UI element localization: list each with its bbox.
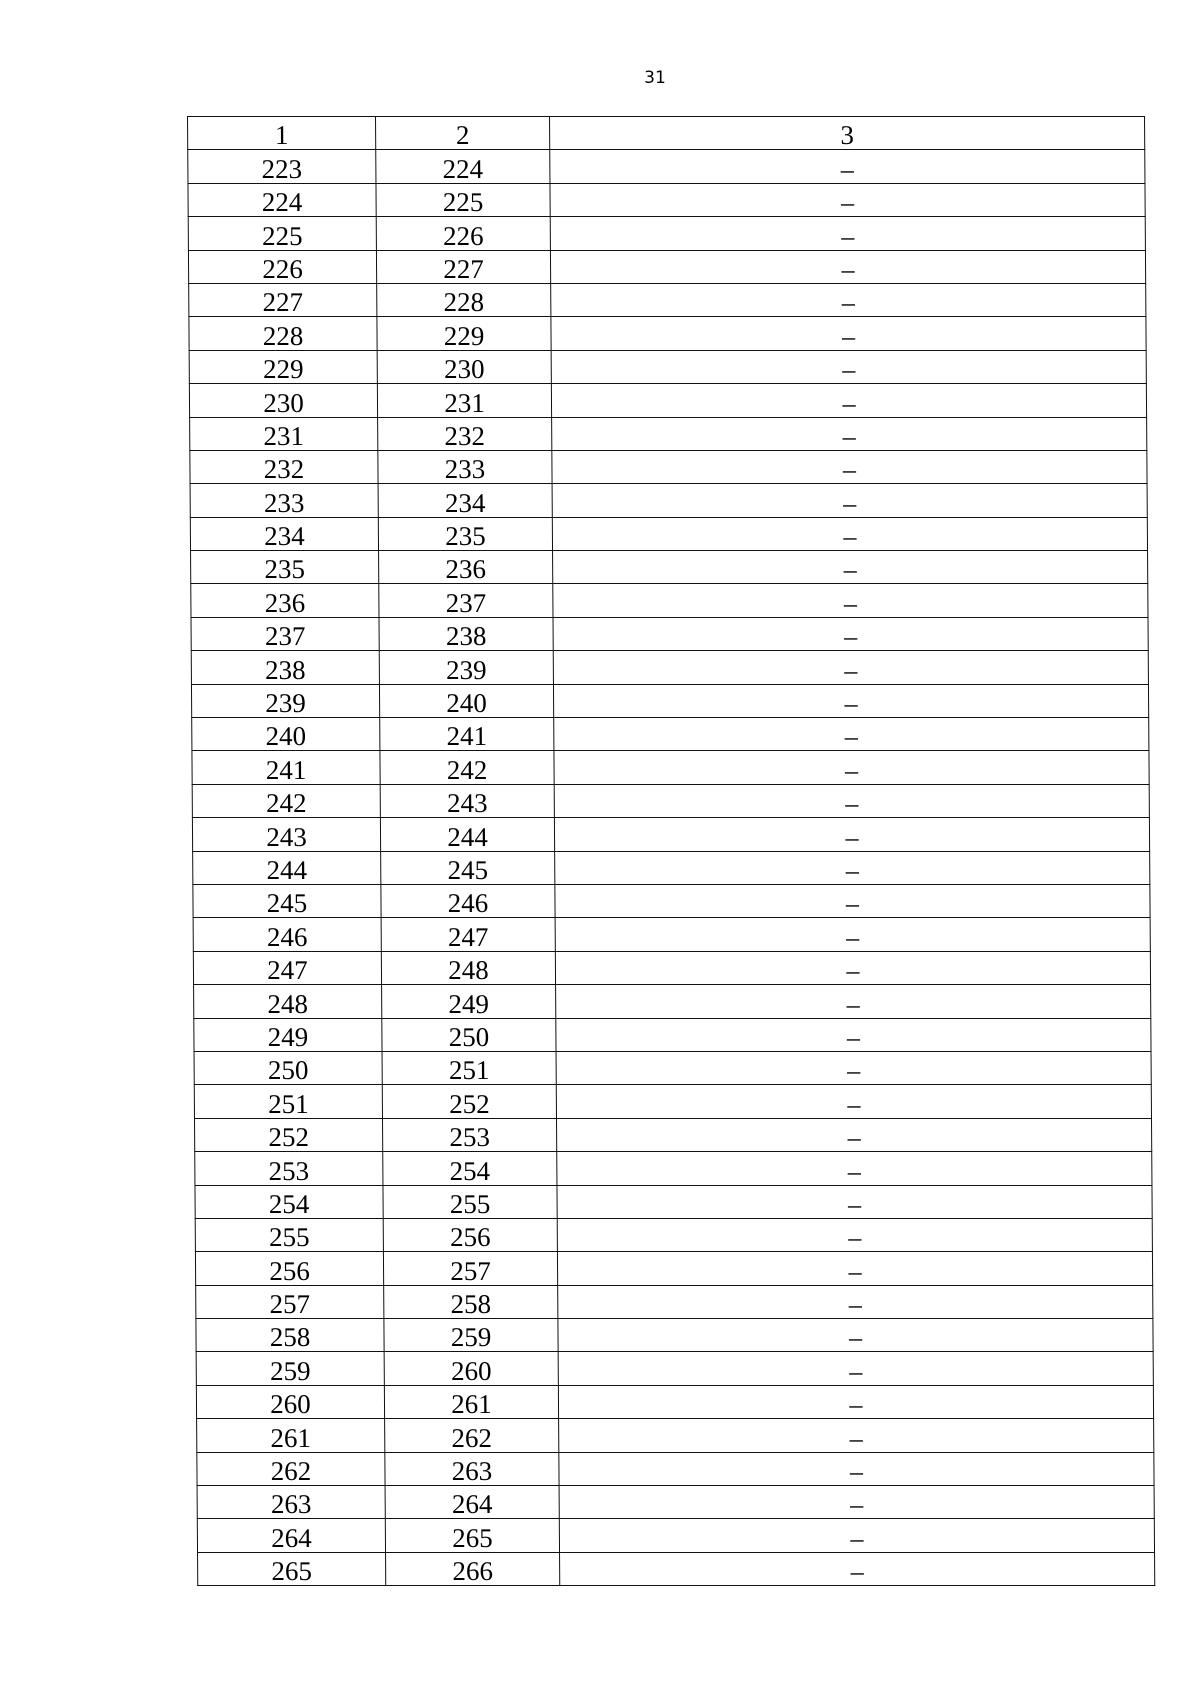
data-table	[187, 116, 1155, 1586]
dash-value: –	[847, 1123, 861, 1153]
dash-value: –	[849, 1423, 863, 1453]
cell-col-1: 263	[197, 1486, 385, 1519]
cell-col-3	[550, 217, 1145, 250]
cell-col-3	[554, 751, 1149, 784]
cell-col-1: 254	[195, 1185, 383, 1218]
table-row	[189, 317, 1146, 350]
cell-col-3	[556, 1085, 1151, 1118]
cell-col-3	[558, 1285, 1153, 1318]
table-row	[197, 1519, 1154, 1552]
dash-value: –	[849, 1356, 863, 1386]
cell-col-1: 249	[194, 1018, 382, 1051]
cell-col-1: 228	[189, 317, 377, 350]
cell-col-3	[553, 584, 1148, 617]
table-header-row	[188, 117, 1145, 150]
cell-col-1: 262	[197, 1452, 385, 1485]
table-row	[192, 784, 1149, 817]
cell-col-3	[555, 951, 1150, 984]
cell-col-3	[558, 1385, 1153, 1418]
cell-col-1: 226	[188, 250, 376, 283]
dash-value: –	[841, 254, 855, 284]
cell-col-2: 243	[380, 784, 554, 817]
cell-col-3	[555, 918, 1150, 951]
dash-value: –	[847, 1089, 861, 1119]
cell-col-3	[556, 985, 1151, 1018]
table-row	[192, 718, 1149, 751]
cell-col-2: 255	[383, 1185, 557, 1218]
cell-col-1: 237	[191, 617, 379, 650]
cell-col-2: 242	[380, 751, 554, 784]
table-row	[197, 1419, 1154, 1452]
cell-col-2: 226	[376, 217, 550, 250]
dash-value: –	[846, 1022, 861, 1052]
table-row	[190, 484, 1147, 517]
dash-value: –	[850, 1490, 864, 1520]
dash-value: –	[841, 221, 855, 251]
cell-col-1: 261	[197, 1419, 385, 1452]
cell-col-1: 248	[194, 985, 382, 1018]
cell-col-2: 261	[384, 1385, 558, 1418]
dash-value: –	[848, 1256, 862, 1286]
cell-col-2: 237	[379, 584, 553, 617]
cell-col-1: 229	[189, 350, 377, 383]
cell-col-2: 245	[381, 851, 555, 884]
cell-col-2: 264	[385, 1486, 559, 1519]
cell-col-1: 223	[188, 150, 376, 183]
table-row	[195, 1252, 1152, 1285]
cell-col-1: 235	[191, 551, 379, 584]
cell-col-2: 265	[385, 1519, 559, 1552]
cell-col-2: 246	[381, 884, 555, 917]
dash-value: –	[842, 388, 856, 418]
cell-col-3	[553, 617, 1148, 650]
cell-col-1: 231	[190, 417, 378, 450]
column-header-3: 3	[550, 117, 1145, 150]
dash-value: –	[846, 956, 860, 986]
cell-col-1: 224	[188, 183, 376, 216]
table-row	[192, 818, 1149, 851]
cell-col-2: 227	[376, 250, 550, 283]
cell-col-2: 263	[385, 1452, 559, 1485]
cell-col-3	[551, 350, 1146, 383]
dash-value: –	[850, 1557, 864, 1587]
dash-value: –	[843, 522, 857, 552]
table-row	[194, 985, 1151, 1018]
cell-col-2: 236	[379, 551, 553, 584]
dash-value: –	[842, 421, 856, 451]
cell-col-1: 233	[190, 484, 378, 517]
dash-value: –	[845, 889, 860, 919]
cell-col-2: 248	[381, 951, 555, 984]
cell-col-2: 262	[385, 1419, 559, 1452]
cell-col-3	[552, 450, 1147, 483]
cell-col-3	[551, 317, 1146, 350]
dash-value: –	[840, 154, 854, 184]
table-row	[188, 250, 1145, 283]
table-row	[195, 1218, 1152, 1251]
table-row	[196, 1319, 1153, 1352]
table-row	[191, 684, 1148, 717]
cell-col-1: 251	[194, 1085, 382, 1118]
cell-col-3	[557, 1152, 1152, 1185]
table-container	[187, 116, 1155, 1586]
cell-col-1: 240	[192, 718, 380, 751]
table-row	[198, 1552, 1155, 1585]
cell-col-3	[558, 1319, 1153, 1352]
table-row	[194, 1118, 1151, 1151]
cell-col-3	[554, 818, 1149, 851]
table-row	[194, 1085, 1151, 1118]
cell-col-2: 253	[382, 1118, 556, 1151]
table-row	[190, 450, 1147, 483]
cell-col-1: 236	[191, 584, 379, 617]
cell-col-1: 246	[193, 918, 381, 951]
dash-value: –	[844, 689, 858, 719]
cell-col-2: 224	[376, 150, 550, 183]
cell-col-2: 230	[377, 350, 551, 383]
dash-value: –	[850, 1523, 864, 1553]
cell-col-2: 244	[380, 818, 554, 851]
dash-value: –	[845, 789, 859, 819]
cell-col-2: 258	[384, 1285, 558, 1318]
cell-col-2: 256	[383, 1218, 557, 1251]
dash-value: –	[847, 1156, 861, 1186]
cell-col-1: 241	[192, 751, 380, 784]
cell-col-1: 259	[196, 1352, 384, 1385]
column-header-1: 1	[188, 117, 376, 150]
cell-col-2: 228	[377, 283, 551, 316]
cell-col-2: 251	[382, 1051, 556, 1084]
cell-col-1: 250	[194, 1051, 382, 1084]
dash-value: –	[843, 555, 857, 585]
cell-col-3	[557, 1252, 1152, 1285]
column-header-2: 2	[376, 117, 550, 150]
cell-col-2: 266	[386, 1552, 560, 1585]
cell-col-3	[557, 1218, 1152, 1251]
cell-col-1: 260	[196, 1385, 384, 1418]
table-row	[191, 551, 1148, 584]
cell-col-1: 234	[190, 517, 378, 550]
cell-col-1: 265	[198, 1552, 386, 1585]
cell-col-1: 255	[195, 1218, 383, 1251]
dash-value: –	[846, 922, 860, 952]
table-row	[189, 283, 1146, 316]
cell-col-2: 240	[379, 684, 553, 717]
dash-value: –	[846, 989, 860, 1019]
cell-col-2: 250	[382, 1018, 556, 1051]
cell-col-3	[553, 651, 1148, 684]
dash-value: –	[845, 855, 859, 885]
cell-col-3	[559, 1486, 1154, 1519]
cell-col-1: 253	[195, 1152, 383, 1185]
cell-col-1: 238	[191, 651, 379, 684]
page-number: 31	[644, 68, 666, 88]
cell-col-3	[560, 1552, 1155, 1585]
cell-col-1: 258	[196, 1319, 384, 1352]
cell-col-1: 232	[190, 450, 378, 483]
table-row	[196, 1285, 1153, 1318]
cell-col-2: 241	[380, 718, 554, 751]
cell-col-2: 247	[381, 918, 555, 951]
dash-value: –	[848, 1290, 862, 1320]
cell-col-3	[550, 183, 1145, 216]
table-row	[196, 1352, 1153, 1385]
cell-col-3	[551, 283, 1146, 316]
table-row	[191, 651, 1148, 684]
dash-value: –	[841, 288, 855, 318]
cell-col-1: 256	[195, 1252, 383, 1285]
cell-col-3	[550, 150, 1145, 183]
table-row	[190, 417, 1147, 450]
table-row	[194, 1051, 1151, 1084]
cell-col-1: 230	[189, 384, 377, 417]
table-row	[188, 150, 1145, 183]
cell-col-1: 244	[193, 851, 381, 884]
table-row	[194, 1018, 1151, 1051]
cell-col-1: 247	[193, 951, 381, 984]
table-row	[192, 751, 1149, 784]
cell-col-2: 260	[384, 1352, 558, 1385]
table-row	[196, 1385, 1153, 1418]
dash-value: –	[847, 1056, 861, 1086]
dash-value: –	[843, 588, 858, 618]
dash-value: –	[841, 188, 855, 218]
table-row	[193, 951, 1150, 984]
table-row	[188, 183, 1145, 216]
cell-col-3	[555, 851, 1150, 884]
cell-col-1: 252	[194, 1118, 382, 1151]
cell-col-2: 229	[377, 317, 551, 350]
table-row	[197, 1486, 1154, 1519]
cell-col-3	[552, 517, 1147, 550]
cell-col-1: 225	[188, 217, 376, 250]
table-row	[195, 1152, 1152, 1185]
cell-col-2: 235	[378, 517, 552, 550]
dash-value: –	[842, 455, 857, 485]
cell-col-3	[554, 784, 1149, 817]
dash-value: –	[844, 655, 858, 685]
cell-col-1: 264	[197, 1519, 385, 1552]
dash-value: –	[848, 1323, 863, 1353]
cell-col-3	[550, 250, 1145, 283]
cell-col-3	[556, 1051, 1151, 1084]
cell-col-1: 242	[192, 784, 380, 817]
dash-value: –	[842, 355, 856, 385]
cell-col-3	[557, 1185, 1152, 1218]
cell-col-1: 243	[192, 818, 380, 851]
cell-col-3	[552, 484, 1147, 517]
table-row	[195, 1185, 1152, 1218]
cell-col-3	[553, 684, 1148, 717]
cell-col-2: 257	[383, 1252, 557, 1285]
cell-col-3	[553, 551, 1148, 584]
cell-col-1: 257	[196, 1285, 384, 1318]
dash-value: –	[847, 1189, 862, 1219]
table-row	[191, 617, 1148, 650]
cell-col-1: 227	[189, 283, 377, 316]
cell-col-2: 234	[378, 484, 552, 517]
dash-value: –	[849, 1457, 864, 1487]
cell-col-3	[558, 1352, 1153, 1385]
table-row	[197, 1452, 1154, 1485]
cell-col-3	[559, 1519, 1154, 1552]
dash-value: –	[844, 755, 859, 785]
table-row	[188, 217, 1145, 250]
cell-col-2: 225	[376, 183, 550, 216]
dash-value: –	[843, 488, 857, 518]
dash-value: –	[849, 1390, 863, 1420]
cell-col-2: 254	[383, 1152, 557, 1185]
table-row	[193, 918, 1150, 951]
cell-col-2: 238	[379, 617, 553, 650]
cell-col-3	[552, 417, 1147, 450]
table-row	[191, 584, 1148, 617]
cell-col-2: 239	[379, 651, 553, 684]
cell-col-2: 231	[377, 384, 551, 417]
cell-col-2: 252	[382, 1085, 556, 1118]
table-row	[193, 884, 1150, 917]
dash-value: –	[841, 321, 856, 351]
cell-col-2: 232	[378, 417, 552, 450]
cell-col-3	[559, 1452, 1154, 1485]
cell-col-3	[559, 1419, 1154, 1452]
cell-col-3	[556, 1018, 1151, 1051]
cell-col-1: 245	[193, 884, 381, 917]
cell-col-3	[554, 718, 1149, 751]
dash-value: –	[844, 722, 858, 752]
dash-value: –	[844, 622, 858, 652]
cell-col-2: 259	[384, 1319, 558, 1352]
cell-col-3	[556, 1118, 1151, 1151]
table-row	[193, 851, 1150, 884]
table-row	[190, 517, 1147, 550]
cell-col-2: 249	[382, 985, 556, 1018]
cell-col-1: 239	[191, 684, 379, 717]
dash-value: –	[845, 822, 859, 852]
cell-col-3	[551, 384, 1146, 417]
cell-col-3	[555, 884, 1150, 917]
cell-col-2: 233	[378, 450, 552, 483]
table-row	[189, 384, 1146, 417]
table-row	[189, 350, 1146, 383]
dash-value: –	[848, 1223, 862, 1253]
